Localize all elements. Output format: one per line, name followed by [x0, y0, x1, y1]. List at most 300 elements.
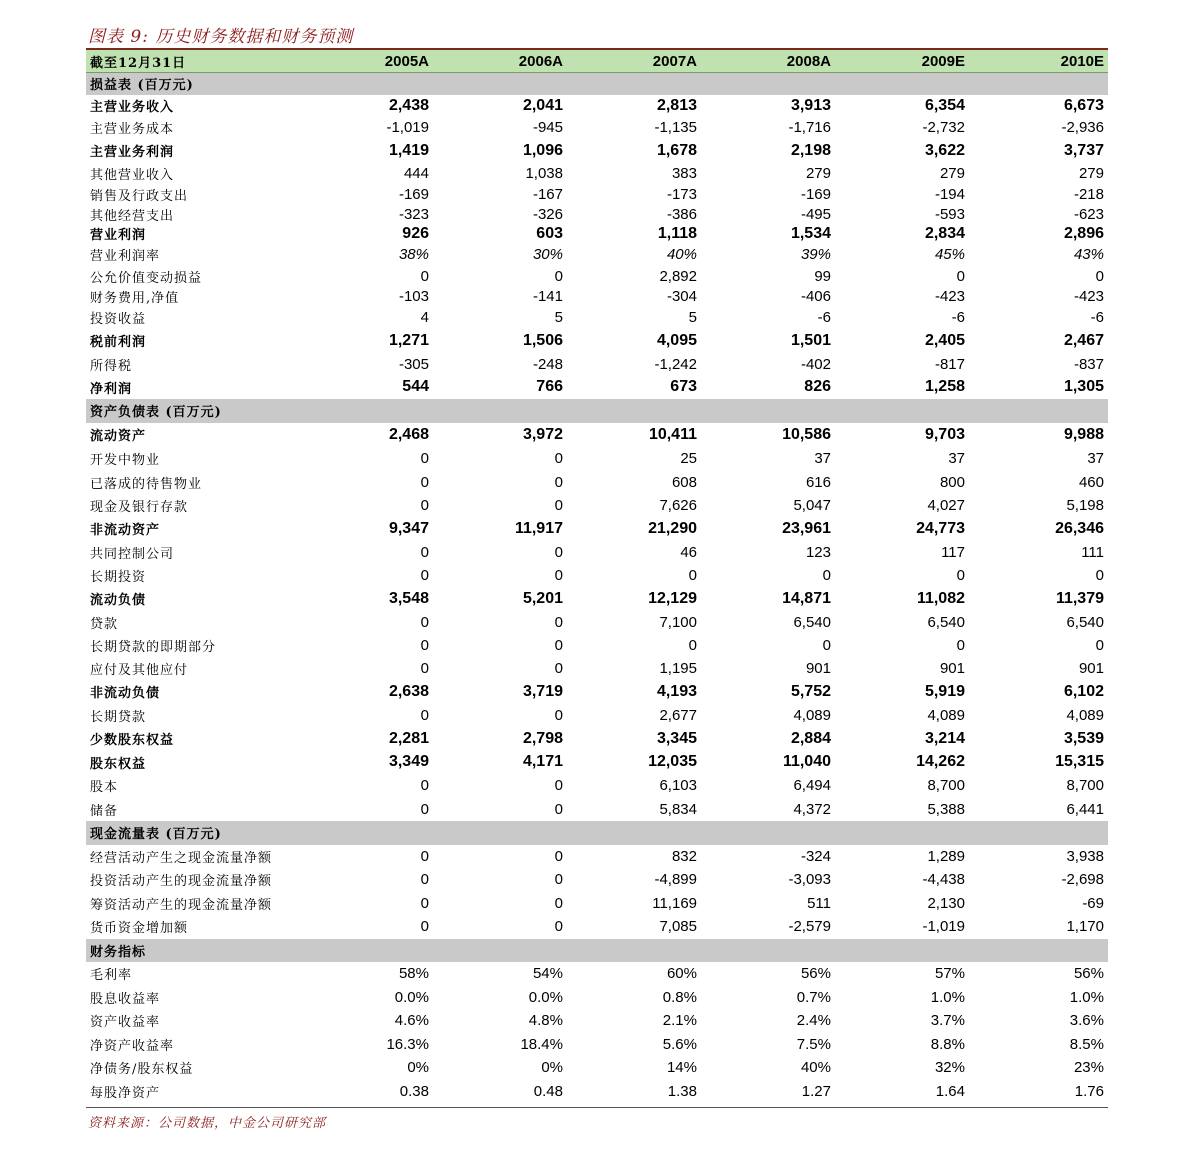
year-header: 2009E [835, 50, 969, 73]
row-label: 税前利润 [90, 335, 147, 350]
value-cell: 0 [420, 473, 429, 491]
value-cell: -1,716 [788, 119, 831, 136]
value-cell: 0 [420, 871, 429, 888]
value-cell: 2,468 [388, 425, 429, 443]
value-cell: 4,089 [927, 706, 965, 724]
value-cell: 2,896 [1063, 224, 1104, 242]
value-cell: 26,346 [1055, 519, 1104, 537]
value-cell: 2,405 [924, 331, 965, 349]
row-label: 现金及银行存款 [90, 499, 189, 515]
value-cell: 60% [666, 965, 697, 982]
row-label: 非流动负债 [90, 686, 161, 701]
value-cell: 5,047 [793, 496, 831, 514]
section-label: 资产负债表 (百万元) [86, 399, 1108, 423]
table-row [86, 1009, 1108, 1033]
value-cell: 0 [956, 636, 965, 654]
value-cell: 2,198 [790, 141, 831, 159]
value-cell: 5,752 [790, 682, 831, 700]
table-row [86, 634, 1108, 657]
row-label: 财务费用,净值 [90, 291, 180, 306]
header-row [86, 50, 1108, 73]
row-label: 货币资金增加额 [90, 921, 189, 936]
value-cell: 3,349 [388, 753, 429, 770]
row-label: 流动负债 [90, 593, 147, 608]
value-cell: 40% [666, 246, 697, 263]
row-label: 其他经营支出 [90, 208, 175, 224]
value-cell: 5,201 [522, 589, 563, 607]
value-cell: -304 [666, 288, 697, 305]
value-cell: 0 [554, 636, 563, 654]
value-cell: 5,919 [924, 682, 965, 700]
value-cell: 926 [402, 224, 429, 242]
value-cell: 4,089 [1066, 706, 1104, 724]
section-header-row [86, 73, 1108, 95]
table-row [86, 95, 1108, 117]
value-cell: 1.0% [930, 988, 965, 1006]
value-cell: 21,290 [648, 519, 697, 537]
value-cell: 901 [939, 659, 965, 677]
value-cell: 6,540 [1066, 613, 1104, 631]
section-label: 损益表 (百万元) [86, 73, 1108, 95]
value-cell: 0 [554, 613, 563, 631]
value-cell: 279 [805, 165, 831, 182]
value-cell: 57% [934, 965, 965, 982]
value-cell: -1,019 [386, 119, 429, 136]
value-cell: 2,813 [656, 96, 697, 114]
value-cell: 45% [934, 246, 965, 263]
value-cell: -2,579 [788, 918, 831, 935]
row-label: 股本 [90, 780, 119, 795]
value-cell: 37 [814, 450, 831, 467]
value-cell: 12,035 [648, 753, 697, 770]
table-row [86, 611, 1108, 634]
value-cell: 3.7% [930, 1012, 965, 1029]
table-row [86, 307, 1108, 329]
value-cell: 608 [671, 473, 697, 491]
value-cell: 11,169 [652, 894, 697, 912]
value-cell: -173 [666, 186, 697, 203]
row-label: 储备 [90, 803, 119, 819]
value-cell: 279 [1078, 165, 1104, 182]
value-cell: 0.8% [662, 988, 697, 1006]
value-cell: 11,082 [916, 589, 965, 607]
value-cell: -6 [951, 309, 965, 326]
value-cell: 4.8% [528, 1012, 563, 1029]
value-cell: 56% [1073, 965, 1104, 982]
row-label: 应付及其他应付 [90, 662, 189, 678]
row-label: 净债务/股东权益 [90, 1062, 194, 1077]
table-row [86, 962, 1108, 986]
value-cell: 23% [1073, 1059, 1104, 1076]
value-cell: 0 [554, 918, 563, 935]
value-cell: 0.7% [796, 988, 831, 1006]
value-cell: -1,135 [654, 119, 697, 136]
value-cell: 3,737 [1063, 141, 1104, 159]
table-row [86, 845, 1108, 868]
table-row [86, 798, 1108, 821]
value-cell: -6 [817, 309, 831, 326]
value-cell: 460 [1078, 473, 1104, 491]
value-cell: 1,096 [522, 141, 563, 159]
row-label: 流动资产 [90, 429, 147, 444]
value-cell: 2,467 [1063, 331, 1104, 349]
value-cell: -103 [398, 288, 429, 305]
value-cell: -6 [1090, 309, 1104, 326]
value-cell: 4,171 [522, 753, 563, 770]
value-cell: -423 [934, 288, 965, 305]
value-cell: 2,892 [659, 267, 697, 285]
value-cell: 2.4% [796, 1012, 831, 1029]
year-header: 2008A [701, 50, 835, 73]
value-cell: 673 [670, 378, 697, 395]
value-cell: 23,961 [782, 519, 831, 537]
value-cell: 0 [1095, 636, 1104, 654]
value-cell: 99 [814, 267, 831, 285]
value-cell: 6,673 [1063, 96, 1104, 114]
value-cell: 826 [804, 378, 831, 395]
value-cell: -945 [532, 119, 563, 136]
value-cell: 4,089 [793, 706, 831, 724]
value-cell: 0 [420, 636, 429, 654]
value-cell: 616 [805, 473, 831, 491]
value-cell: 0 [420, 777, 429, 794]
value-cell: 2,281 [388, 729, 429, 747]
value-cell: -169 [398, 186, 429, 203]
row-label: 公允价值变动损益 [90, 270, 203, 286]
row-label: 已落成的待售物业 [90, 476, 203, 492]
value-cell: 0 [420, 918, 429, 935]
section-header-row [86, 399, 1108, 423]
value-cell: 0 [554, 800, 563, 818]
table-row [86, 1033, 1108, 1056]
value-cell: 3,539 [1063, 729, 1104, 747]
value-cell: -324 [800, 847, 831, 865]
value-cell: 0.0% [394, 988, 429, 1006]
value-cell: 1.27 [801, 1082, 831, 1100]
table-row [86, 244, 1108, 266]
row-label: 资产收益率 [90, 1015, 161, 1030]
table-row [86, 587, 1108, 611]
value-cell: -402 [800, 355, 831, 373]
value-cell: 2.1% [662, 1012, 697, 1029]
value-cell: 4,027 [927, 496, 965, 514]
financial-table [86, 50, 1108, 1103]
value-cell: 7,100 [659, 613, 697, 631]
row-label: 每股净资产 [90, 1085, 161, 1101]
row-label: 长期投资 [90, 569, 147, 585]
table-row [86, 287, 1108, 307]
table-row [86, 447, 1108, 471]
value-cell: -141 [532, 288, 563, 305]
value-cell: 5.6% [662, 1035, 697, 1053]
value-cell: 1,419 [388, 141, 429, 159]
value-cell: -2,732 [922, 119, 965, 136]
row-label: 股东权益 [90, 756, 147, 772]
table-row [86, 892, 1108, 915]
value-cell: 16.3% [386, 1035, 429, 1053]
value-cell: 1,118 [657, 224, 697, 242]
value-cell: 4,095 [656, 331, 697, 349]
value-cell: -1,019 [922, 918, 965, 935]
value-cell: 7,085 [659, 918, 697, 935]
value-cell: 0 [420, 659, 429, 677]
value-cell: 11,917 [514, 519, 563, 537]
value-cell: 5 [688, 309, 697, 326]
table-row [86, 541, 1108, 564]
value-cell: 2,130 [927, 894, 965, 912]
value-cell: 0 [554, 706, 563, 724]
value-cell: 123 [805, 543, 831, 561]
table-row [86, 774, 1108, 798]
value-cell: 1,258 [924, 378, 965, 395]
value-cell: 11,379 [1055, 589, 1104, 607]
value-cell: 383 [671, 165, 697, 182]
value-cell: -837 [1073, 355, 1104, 373]
value-cell: 0 [420, 267, 429, 285]
value-cell: -623 [1073, 205, 1104, 223]
value-cell: 4,372 [793, 800, 831, 818]
value-cell: -495 [800, 205, 831, 223]
value-cell: 1,271 [388, 331, 429, 349]
value-cell: 0 [420, 543, 429, 561]
row-label: 主营业务利润 [90, 145, 175, 160]
value-cell: 6,540 [927, 613, 965, 631]
value-cell: 4.6% [394, 1012, 429, 1029]
table-row [86, 205, 1108, 224]
value-cell: -69 [1082, 894, 1104, 912]
value-cell: 0 [420, 847, 429, 865]
value-cell: 46 [680, 543, 697, 561]
value-cell: 0 [420, 450, 429, 467]
value-cell: -406 [800, 288, 831, 305]
row-label: 非流动资产 [90, 523, 161, 538]
section-label: 现金流量表 (百万元) [86, 821, 1108, 845]
value-cell: 54% [532, 965, 563, 982]
table-row [86, 117, 1108, 139]
value-cell: 0 [554, 267, 563, 285]
value-cell: 832 [671, 847, 697, 865]
value-cell: 901 [805, 659, 831, 677]
value-cell: 0 [1095, 566, 1104, 584]
value-cell: 2,638 [388, 682, 429, 700]
value-cell: 444 [403, 165, 429, 182]
value-cell: 117 [941, 543, 965, 561]
table-row [86, 564, 1108, 587]
value-cell: 0 [420, 613, 429, 631]
row-label: 所得税 [90, 358, 133, 374]
value-cell: 1,506 [522, 331, 563, 349]
value-cell: 0 [554, 894, 563, 912]
value-cell: 1.64 [935, 1082, 965, 1100]
value-cell: 1.38 [667, 1082, 697, 1100]
value-cell: 7.5% [796, 1035, 831, 1053]
table-row [86, 185, 1108, 205]
value-cell: 8,700 [1066, 777, 1104, 794]
row-label: 主营业务收入 [90, 100, 175, 115]
year-header: 2006A [433, 50, 567, 73]
value-cell: 901 [1078, 659, 1104, 677]
value-cell: 40% [800, 1059, 831, 1076]
value-cell: 11,040 [782, 753, 831, 770]
value-cell: 9,988 [1063, 425, 1104, 443]
value-cell: 1,195 [659, 659, 697, 677]
row-label: 长期贷款 [90, 709, 147, 725]
table-row [86, 266, 1108, 287]
row-label: 主营业务成本 [90, 122, 175, 137]
value-cell: 6,494 [793, 777, 831, 794]
value-cell: 0 [554, 847, 563, 865]
source-note: 资料来源：公司数据，中金公司研究部 [88, 1116, 327, 1131]
value-cell: 37 [1087, 450, 1104, 467]
value-cell: 1,305 [1063, 378, 1104, 395]
value-cell: -326 [532, 205, 563, 223]
value-cell: 2,677 [659, 706, 697, 724]
row-label: 筹资活动产生的现金流量净额 [90, 897, 273, 913]
value-cell: 0 [554, 543, 563, 561]
year-header: 2005A [318, 50, 433, 73]
value-cell: -423 [1073, 288, 1104, 305]
value-cell: 0 [420, 496, 429, 514]
header-label: 截至12月31日 [86, 50, 318, 73]
value-cell: 2,438 [388, 96, 429, 114]
table-row [86, 353, 1108, 376]
value-cell: 8,700 [927, 777, 965, 794]
value-cell: 0 [420, 706, 429, 724]
value-cell: 1,170 [1066, 918, 1104, 935]
value-cell: 766 [536, 378, 563, 395]
value-cell: 56% [800, 965, 831, 982]
value-cell: 9,703 [924, 425, 965, 443]
row-label: 毛利率 [90, 968, 133, 983]
value-cell: 1,038 [525, 165, 563, 182]
value-cell: 14,871 [782, 589, 831, 607]
table-row [86, 1056, 1108, 1080]
value-cell: 0 [1095, 267, 1104, 285]
value-cell: 0 [688, 566, 697, 584]
value-cell: 1,678 [656, 141, 697, 159]
value-cell: -4,899 [654, 871, 697, 888]
value-cell: -817 [934, 355, 965, 373]
value-cell: 6,102 [1063, 682, 1104, 700]
table-row [86, 517, 1108, 541]
row-label: 净利润 [90, 381, 133, 397]
value-cell: 5,388 [927, 800, 965, 818]
value-cell: 279 [939, 165, 965, 182]
value-cell: 0 [420, 566, 429, 584]
value-cell: 15,315 [1055, 753, 1104, 770]
value-cell: 3,913 [790, 96, 831, 114]
value-cell: -2,936 [1061, 119, 1104, 136]
value-cell: 6,103 [659, 777, 697, 794]
table-row [86, 471, 1108, 494]
value-cell: 4,193 [656, 682, 697, 700]
value-cell: 2,884 [790, 729, 831, 747]
table-row [86, 915, 1108, 939]
figure-title: 图表 9: 历史财务数据和财务预测 [88, 27, 354, 47]
value-cell: 43% [1073, 246, 1104, 263]
row-label: 股息收益率 [90, 991, 161, 1007]
value-cell: 1.76 [1074, 1082, 1104, 1100]
value-cell: 0 [822, 636, 831, 654]
value-cell: 603 [536, 224, 563, 242]
value-cell: 2,834 [924, 224, 965, 242]
value-cell: 3,548 [388, 589, 429, 607]
row-label: 经营活动产生之现金流量净额 [90, 850, 273, 866]
value-cell: 0 [956, 566, 965, 584]
value-cell: -3,093 [788, 871, 831, 888]
value-cell: 0 [688, 636, 697, 654]
value-cell: -248 [532, 355, 563, 373]
value-cell: 7,626 [659, 496, 697, 514]
value-cell: 39% [800, 246, 831, 263]
value-cell: 0 [554, 496, 563, 514]
value-cell: 3.6% [1069, 1012, 1104, 1029]
value-cell: 3,214 [924, 729, 965, 747]
value-cell: 0.38 [399, 1082, 429, 1100]
section-label: 财务指标 [86, 939, 1108, 962]
value-cell: 3,719 [522, 682, 563, 700]
value-cell: 14% [666, 1059, 697, 1076]
value-cell: 18.4% [520, 1035, 563, 1053]
row-label: 净资产收益率 [90, 1038, 175, 1054]
table-row [86, 139, 1108, 163]
value-cell: 0 [554, 566, 563, 584]
value-cell: 3,972 [522, 425, 563, 443]
table-row [86, 751, 1108, 774]
table-row [86, 704, 1108, 727]
value-cell: -1,242 [654, 355, 697, 373]
table-row [86, 224, 1108, 244]
value-cell: 0 [554, 450, 563, 467]
value-cell: -218 [1073, 186, 1104, 203]
row-label: 其他营业收入 [90, 168, 175, 183]
value-cell: 1,501 [790, 331, 831, 349]
value-cell: 8.8% [930, 1035, 965, 1053]
value-cell: 1,289 [927, 847, 965, 865]
year-header: 2007A [567, 50, 701, 73]
value-cell: 1,534 [790, 224, 831, 242]
value-cell: 32% [934, 1059, 965, 1076]
table-row [86, 727, 1108, 751]
value-cell: 0 [956, 267, 965, 285]
table-row [86, 494, 1108, 517]
value-cell: 3,345 [656, 729, 697, 747]
value-cell: 511 [807, 894, 831, 912]
row-label: 开发中物业 [90, 453, 161, 468]
table-row [86, 680, 1108, 704]
row-label: 少数股东权益 [90, 733, 175, 748]
value-cell: 0 [420, 800, 429, 818]
value-cell: 111 [1081, 543, 1104, 561]
table-row [86, 423, 1108, 447]
table-row [86, 376, 1108, 399]
value-cell: -167 [532, 186, 563, 203]
value-cell: 24,773 [916, 519, 965, 537]
row-label: 营业利润率 [90, 249, 161, 264]
table-row [86, 868, 1108, 892]
value-cell: 14,262 [916, 753, 965, 770]
value-cell: 544 [402, 378, 429, 395]
year-header: 2010E [969, 50, 1108, 73]
value-cell: -194 [934, 186, 965, 203]
value-cell: 10,586 [782, 425, 831, 443]
table-row [86, 1080, 1108, 1103]
row-label: 销售及行政支出 [90, 189, 189, 204]
value-cell: 30% [532, 246, 563, 263]
value-cell: 4 [420, 309, 429, 326]
value-cell: 0% [407, 1059, 429, 1076]
value-cell: 58% [398, 965, 429, 982]
